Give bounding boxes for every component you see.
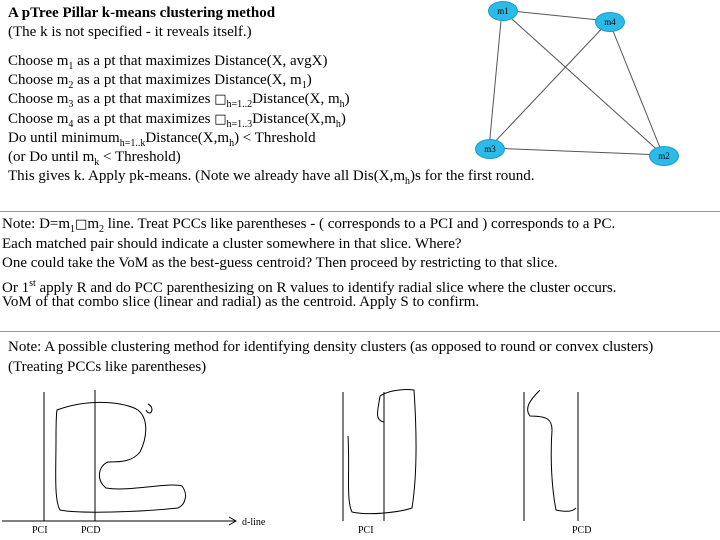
node-m3: m3 (475, 139, 505, 159)
pci-label: PCI (32, 525, 48, 536)
pci-label: PCI (358, 525, 374, 536)
missing-glyph-icon: □ (214, 92, 227, 108)
note-line: Each matched pair should indicate a cluster somewhere in that slice. Where? (2, 235, 462, 252)
note-line: Note: $D=m_1□m_2$ line. Treat PCCs like parentheses - ( corresponds to a PCI and ) corresponds to a PC. (2, 216, 616, 235)
missing-glyph-icon: □ (75, 217, 88, 232)
note-line: One could take the VoM as the best-guess centroid? Then proceed by restricting to that slice. (2, 255, 558, 272)
note-line: (Treating PCCs like parentheses) (8, 359, 207, 375)
pcd-label: PCD (572, 525, 592, 536)
node-m2: m2 (649, 146, 679, 166)
note-line: Or 1st apply R and do PCC parenthesizing on R values to identify radial slice where the cluster occurs. (2, 277, 617, 296)
node-m4: m4 (595, 12, 625, 32)
step-line: Choose $m_2$ as a pt that maximizes Distance(X, $m_1$) (8, 72, 312, 92)
step-line: (or Do until $m_k$ < Threshold) (8, 148, 181, 168)
step-line: Choose $m_1$ as a pt that maximizes Distance(X, avgX) (8, 53, 328, 72)
step-line: This gives k. Apply pk-means. (Note we already have all $Dis(X,m_h)s$ for the first round. (8, 168, 535, 188)
missing-glyph-icon: □ (214, 111, 227, 127)
step-line: Do until $minimum_{h=1..k}Distance(X,m_h)$ < Threshold (8, 129, 316, 149)
step-line: Choose $m_4$ as a pt that maximizes $□_{h=1..3}Distance(X,m_h)$ (8, 110, 346, 130)
step-line: Choose $m_3$ as a pt that maximizes $□_{h=1..2}Distance(X$, $m_h$) (8, 91, 350, 111)
node-m1: m1 (488, 1, 518, 21)
cluster-outline (56, 402, 186, 512)
note-line: VoM of that combo slice (linear and radial) as the centroid. Apply S to confirm. (2, 294, 480, 311)
cluster-outline (528, 390, 576, 511)
slide-subtitle: (The k is not specified - it reveals itself.) (8, 24, 252, 40)
cluster-outline (348, 389, 416, 513)
slide-title: A pTree Pillar k-means clustering method (8, 5, 276, 21)
pcd-label: PCD (81, 525, 101, 536)
d-line-label: d-line (242, 517, 266, 528)
note-line: Note: A possible clustering method for identifying density clusters (as opposed to round or convex clusters) (8, 339, 654, 355)
